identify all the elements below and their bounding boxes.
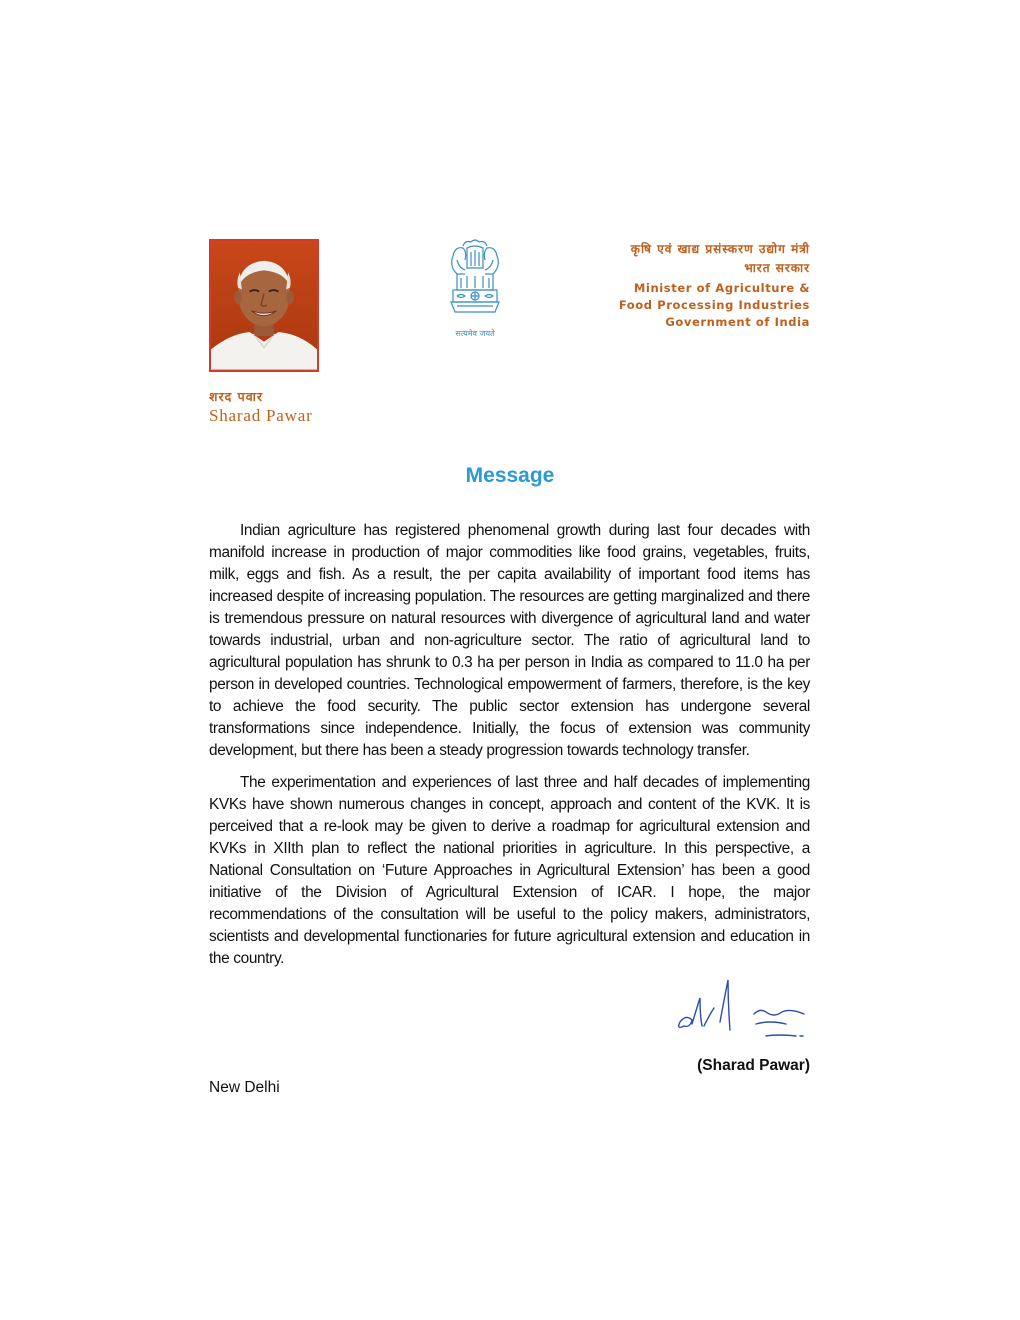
letterhead-minister-title: Minister of Agriculture & <box>633 281 810 295</box>
message-paragraph-1: Indian agriculture has registered phenomenal growth during last four decades with manifold increase in production of major commodities like food grains, vegetables, fruits, milk, eggs and fish. As a result, the per capita availability of important food items has increased despite of increasing population. The resources are getting marginalized and there is tremendous pressure on natural resources with divergence of agricultural land and water towards industrial, urban and non-agriculture sector. The ratio of agricultural land to agricultural population has shrunk to 0.3 ha per person in India as compared to 11.0 ha per person in developed countries. Technological empowerment of farmers, therefore, is the key to achieve the food security. The public sector extension has undergone several transformations since independence. Initially, the focus of extension was community development, but there has been a steady progression towards technology transfer. <box>209 522 810 759</box>
signatory-name: (Sharad Pawar) <box>697 1057 810 1074</box>
emblem-motto: सत्यमेव जयते <box>455 329 495 338</box>
person-name-hindi: शरद पवार <box>209 389 264 404</box>
letterhead-hindi-title: कृषि एवं खाद्य प्रसंस्करण उद्योग मंत्री <box>630 242 810 256</box>
state-emblem <box>443 238 507 342</box>
place-name: New Delhi <box>209 1079 280 1096</box>
portrait-photo <box>209 239 319 372</box>
person-name-english: Sharad Pawar <box>209 406 313 425</box>
letterhead-government: Government of India <box>665 315 810 329</box>
message-body <box>209 520 810 980</box>
lion-capital-icon <box>443 238 507 342</box>
signature-icon <box>670 974 810 1044</box>
message-title: Message <box>465 464 555 487</box>
letterhead-ministry: Food Processing Industries <box>618 298 810 312</box>
person-name-block <box>209 388 313 427</box>
letterhead <box>619 240 810 331</box>
portrait-illustration <box>211 241 317 370</box>
message-paragraph-2: The experimentation and experiences of last three and half decades of implementing KVKs have shown numerous changes in concept, approach and content of the KVK. It is perceived that a re-look may be given to derive a roadmap for agricultural extension and KVKs in XIIth plan to reflect the national priorities in agriculture. In this perspective, a National Consultation on ‘Future Approaches in Agricultural Extension’ has been a good initiative of the Division of Agricultural Extension of ICAR. I hope, the major recommendations of the consultation will be useful to the policy makers, administrators, scientists and developmental functionaries for future agricultural extension and education in the country. <box>209 774 810 967</box>
handwritten-signature <box>670 974 810 1044</box>
letterhead-hindi-government: भारत सरकार <box>744 261 810 275</box>
